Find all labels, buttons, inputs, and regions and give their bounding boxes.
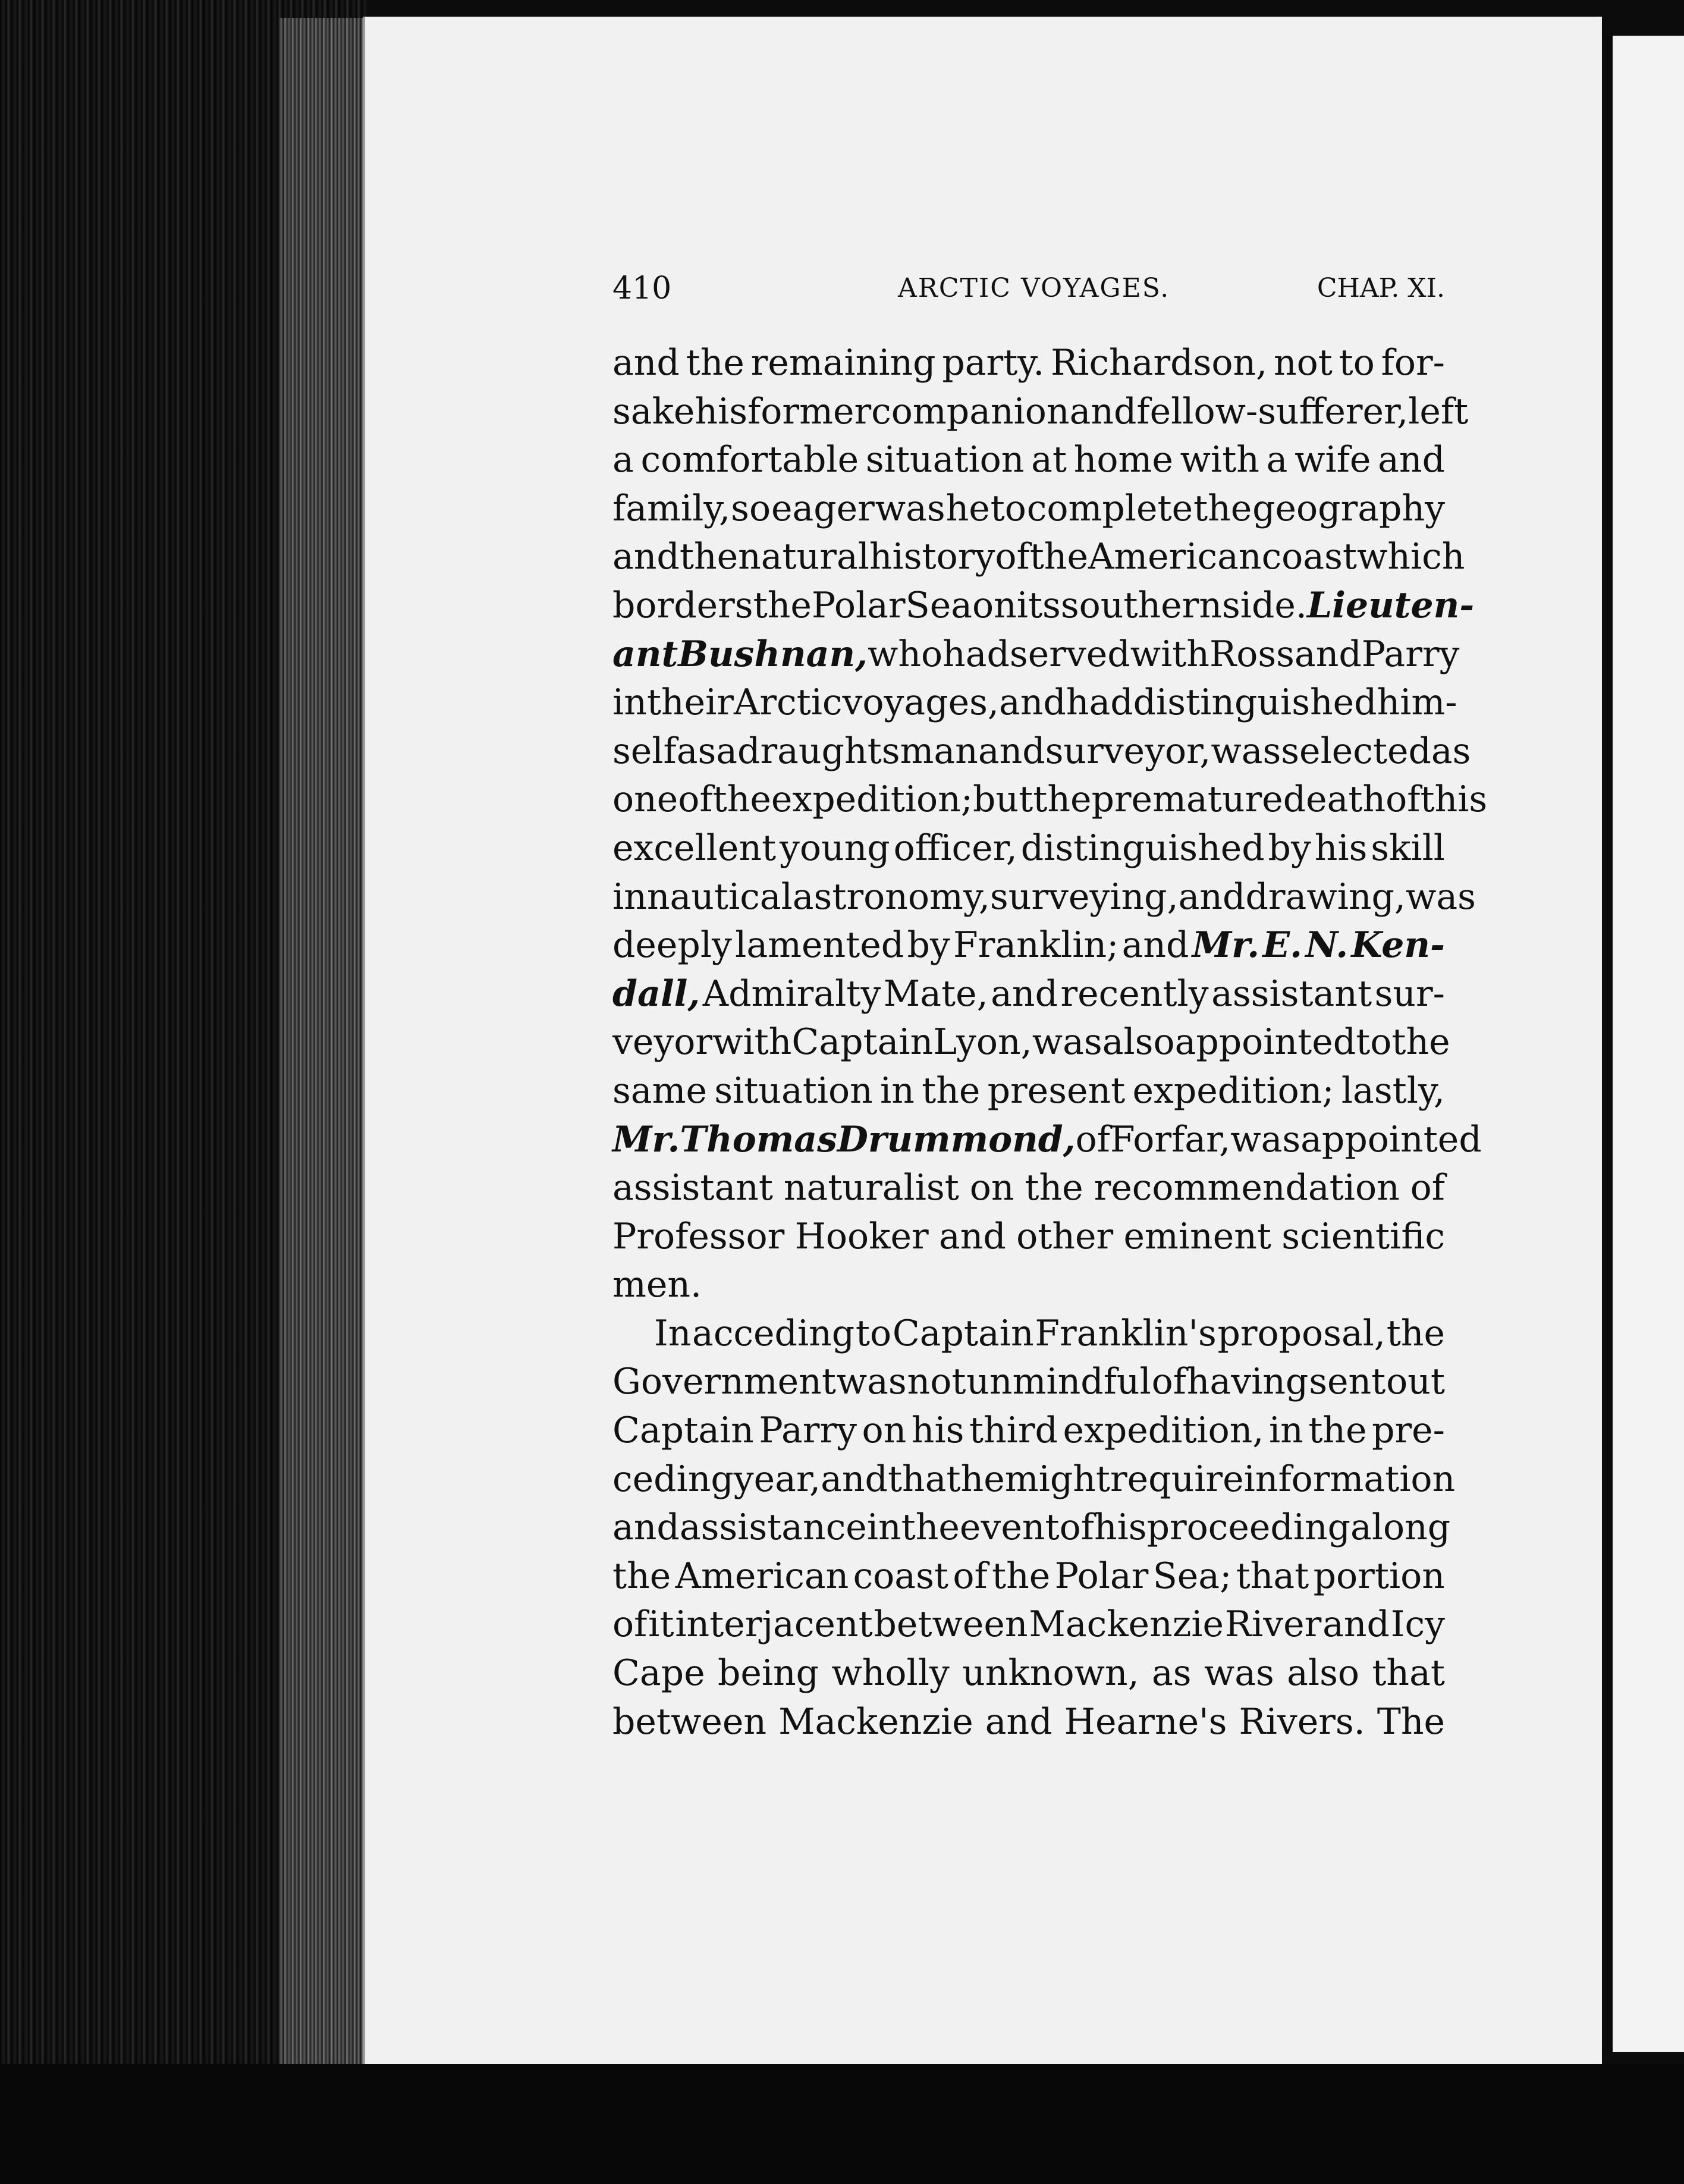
word: the xyxy=(1033,779,1092,821)
word: Ross xyxy=(1209,633,1295,675)
word: Captain xyxy=(791,1021,934,1063)
italic-word: ant xyxy=(612,633,678,675)
word: Cape xyxy=(612,1652,705,1695)
word: premature xyxy=(1091,779,1283,821)
word: expedition; xyxy=(771,779,973,821)
word: and xyxy=(1378,439,1445,481)
word: lastly, xyxy=(1341,1069,1445,1112)
chapter-label: CHAP. XI. xyxy=(1317,273,1445,303)
word: out xyxy=(1386,1361,1445,1403)
word: but xyxy=(973,779,1033,821)
page-number: 410 xyxy=(612,271,672,306)
word: also xyxy=(1287,1652,1359,1695)
word: party. xyxy=(942,342,1045,384)
word: in xyxy=(1268,1410,1303,1452)
word: and xyxy=(1294,633,1362,675)
word: of xyxy=(1059,1507,1094,1549)
word: death xyxy=(1283,779,1386,821)
word: and xyxy=(939,1215,1006,1257)
italic-word: Mr. xyxy=(1192,924,1260,967)
text-line xyxy=(612,970,1445,1019)
body-text xyxy=(612,339,1488,1746)
word: Government xyxy=(612,1361,836,1403)
italic-word: dall, xyxy=(612,972,700,1015)
word: Parry xyxy=(1361,633,1460,675)
word: skill xyxy=(1371,827,1445,869)
word: deeply xyxy=(612,924,732,967)
word: he xyxy=(945,487,990,529)
word: require xyxy=(1110,1458,1244,1500)
word: distinguished xyxy=(1133,682,1377,724)
italic-word: Bushnan, xyxy=(678,633,868,675)
text-line xyxy=(612,339,1445,388)
word: at xyxy=(1031,439,1067,481)
word: excellent xyxy=(612,827,777,869)
word: wholly xyxy=(831,1652,950,1695)
word: sur- xyxy=(1374,972,1445,1015)
word: that xyxy=(1236,1555,1309,1597)
word: left xyxy=(1408,390,1469,432)
word: American xyxy=(1088,536,1262,578)
word: Icy xyxy=(1390,1604,1445,1646)
italic-word: Mr. xyxy=(612,1118,680,1160)
text-line xyxy=(612,873,1476,922)
word: which xyxy=(1356,536,1465,578)
word: River xyxy=(1224,1604,1322,1646)
word: nautical xyxy=(646,876,793,918)
text-line xyxy=(612,630,1460,679)
word: history xyxy=(869,536,995,578)
word: natural xyxy=(738,536,869,578)
word: self xyxy=(612,730,677,772)
word: Franklin; xyxy=(953,924,1119,967)
word: with xyxy=(712,1021,792,1063)
italic-word: E. xyxy=(1262,924,1302,967)
word: pre- xyxy=(1372,1410,1445,1452)
word: the xyxy=(1025,1167,1083,1209)
word: to xyxy=(1339,342,1375,384)
word: between xyxy=(874,1604,1028,1646)
word: Sea; xyxy=(1152,1555,1232,1597)
word: Hooker xyxy=(794,1215,929,1257)
text-line xyxy=(612,582,1475,630)
word: the xyxy=(712,779,771,821)
word: a xyxy=(716,730,738,772)
word: along xyxy=(1350,1507,1451,1549)
word: borders xyxy=(612,584,753,626)
word: lamented xyxy=(735,924,904,967)
word: that xyxy=(1372,1652,1445,1695)
word: with xyxy=(1180,439,1259,481)
text-line xyxy=(612,1407,1445,1455)
word: and xyxy=(1322,1604,1390,1646)
word: in xyxy=(612,682,647,724)
word: of xyxy=(953,1555,988,1597)
word: who xyxy=(867,633,943,675)
word: and xyxy=(991,972,1058,1015)
word: proposal, xyxy=(1217,1312,1386,1354)
word: and xyxy=(978,730,1045,772)
word: appointed xyxy=(1300,1118,1482,1160)
word: was xyxy=(1211,730,1281,772)
word: as xyxy=(1151,1652,1192,1695)
word: Richardson, xyxy=(1051,342,1268,384)
italic-word: Lieuten- xyxy=(1306,584,1475,626)
word: acceding xyxy=(692,1312,855,1354)
scan-background xyxy=(0,2064,1684,2184)
word: Forfar, xyxy=(1110,1118,1231,1160)
text-line xyxy=(612,1213,1445,1262)
text-line xyxy=(612,1649,1445,1698)
word: and xyxy=(612,536,680,578)
italic-word: N. xyxy=(1305,924,1349,967)
word: the xyxy=(1391,1021,1450,1063)
word: of xyxy=(612,1604,648,1646)
word: might xyxy=(1004,1458,1110,1500)
word: one xyxy=(612,779,678,821)
word: as xyxy=(1431,730,1471,772)
word: southern xyxy=(1060,584,1222,626)
word: astronomy, xyxy=(792,876,990,918)
word: surveying, xyxy=(989,876,1179,918)
word: Lyon, xyxy=(933,1021,1032,1063)
word: Professor xyxy=(612,1215,785,1257)
word: officer, xyxy=(893,827,1017,869)
word: it xyxy=(648,1604,674,1646)
word: a xyxy=(612,439,634,481)
word: Admiralty xyxy=(702,972,881,1015)
word: recommendation xyxy=(1094,1167,1400,1209)
word: the xyxy=(686,342,744,384)
word: of xyxy=(1151,1361,1186,1403)
word: this xyxy=(1420,779,1488,821)
word: coast xyxy=(853,1555,948,1597)
word: its xyxy=(1016,584,1061,626)
text-line xyxy=(612,1067,1445,1116)
word: on xyxy=(972,584,1017,626)
word: as xyxy=(676,730,717,772)
text-line xyxy=(612,921,1445,970)
word: surveyor, xyxy=(1045,730,1211,772)
word: veyor xyxy=(612,1021,713,1063)
word: the xyxy=(992,1555,1051,1597)
word: geography xyxy=(1252,487,1445,529)
word: of xyxy=(1385,779,1421,821)
word: Franklin's xyxy=(1035,1312,1217,1354)
word: and xyxy=(612,1507,680,1549)
word: expedition, xyxy=(1063,1410,1264,1452)
word: Arctic xyxy=(733,682,843,724)
word: that xyxy=(887,1458,961,1500)
word: assistant xyxy=(612,1167,773,1209)
word: in xyxy=(612,876,647,918)
word: situation xyxy=(714,1069,873,1112)
facing-page-edge xyxy=(1606,36,1684,2052)
word: sent xyxy=(1309,1361,1386,1403)
word: was xyxy=(1406,876,1476,918)
text-line xyxy=(612,824,1445,873)
word: Polar xyxy=(811,584,906,626)
text-line xyxy=(612,1552,1445,1601)
word: Hearne's xyxy=(1064,1700,1227,1743)
word: complete xyxy=(1026,487,1193,529)
text-line xyxy=(612,1164,1445,1213)
word: Sea xyxy=(905,584,972,626)
word: family, xyxy=(612,487,731,529)
text-line xyxy=(612,727,1471,776)
word: he xyxy=(960,1458,1005,1500)
word: coast xyxy=(1261,536,1357,578)
word: and xyxy=(1178,876,1246,918)
word: Polar xyxy=(1054,1555,1149,1597)
word: was xyxy=(1204,1652,1274,1695)
word: their xyxy=(646,682,734,724)
word: remaining xyxy=(750,342,936,384)
word: by xyxy=(1268,827,1311,869)
italic-word: Ken- xyxy=(1351,924,1445,967)
word: draughtsman xyxy=(737,730,978,772)
word: the xyxy=(1308,1410,1367,1452)
word: to xyxy=(1356,1021,1392,1063)
word: the xyxy=(1193,487,1252,529)
word: and xyxy=(1069,390,1137,432)
text-line xyxy=(612,679,1457,727)
word: selected xyxy=(1281,730,1431,772)
word: expedition; xyxy=(1132,1069,1334,1112)
word: was xyxy=(836,1361,907,1403)
word: interjacent xyxy=(675,1604,873,1646)
word: information xyxy=(1243,1458,1456,1500)
word: Captain xyxy=(612,1410,754,1452)
word: assistance xyxy=(679,1507,867,1549)
word: other xyxy=(1016,1215,1114,1257)
text-line xyxy=(612,1455,1456,1504)
word: having xyxy=(1186,1361,1309,1403)
word: Captain xyxy=(892,1312,1034,1354)
text-line xyxy=(612,533,1465,582)
word: and xyxy=(821,1458,888,1500)
word: the xyxy=(1029,536,1088,578)
text-line xyxy=(612,1601,1445,1649)
word: recently xyxy=(1060,972,1209,1015)
word: voyages, xyxy=(842,682,999,724)
word: not xyxy=(1273,342,1333,384)
word: young xyxy=(780,827,890,869)
word: distinguished xyxy=(1020,827,1265,869)
word: unknown, xyxy=(962,1652,1139,1695)
word: his xyxy=(1314,827,1368,869)
word: American xyxy=(675,1555,849,1597)
word: the xyxy=(1386,1312,1445,1354)
word: between xyxy=(612,1700,767,1743)
word: home xyxy=(1073,439,1173,481)
word: being xyxy=(717,1652,819,1695)
text-line xyxy=(612,485,1445,534)
word: Parry xyxy=(759,1410,857,1452)
running-title: ARCTIC VOYAGES. xyxy=(898,273,1170,303)
word: had xyxy=(942,633,1010,675)
text-line xyxy=(612,1018,1450,1067)
word: third xyxy=(969,1410,1058,1452)
text-line xyxy=(612,1504,1451,1552)
word: the xyxy=(679,536,739,578)
word: for- xyxy=(1381,342,1445,384)
word: drawing, xyxy=(1245,876,1406,918)
word: him- xyxy=(1377,682,1457,724)
word: and xyxy=(612,342,680,384)
word: portion xyxy=(1313,1555,1445,1597)
word: and xyxy=(985,1700,1052,1743)
word: appointed xyxy=(1174,1021,1356,1063)
word: served xyxy=(1009,633,1130,675)
word: year, xyxy=(733,1458,821,1500)
page-edges xyxy=(279,18,369,2064)
word: men. xyxy=(612,1264,702,1306)
word: his xyxy=(911,1410,964,1452)
word: present xyxy=(987,1069,1126,1112)
word: was xyxy=(1032,1021,1102,1063)
word: also xyxy=(1102,1021,1175,1063)
word: former xyxy=(747,390,872,432)
word: situation xyxy=(865,439,1025,481)
word: same xyxy=(612,1069,707,1112)
word: and xyxy=(998,682,1066,724)
text-line xyxy=(612,1261,1445,1310)
word: of xyxy=(995,536,1030,578)
word: of xyxy=(1410,1167,1445,1209)
text-line xyxy=(612,388,1469,437)
word: and xyxy=(1121,924,1189,967)
word: eager xyxy=(771,487,875,529)
word: to xyxy=(855,1312,892,1354)
word: comfortable xyxy=(640,439,859,481)
word: side. xyxy=(1222,584,1307,626)
word: of xyxy=(1075,1118,1110,1160)
word: his xyxy=(695,390,748,432)
word: sake xyxy=(612,390,695,432)
word: unmindful xyxy=(966,1361,1151,1403)
text-line xyxy=(612,776,1488,824)
word: was xyxy=(1230,1118,1301,1160)
word: the xyxy=(922,1069,981,1112)
word: had xyxy=(1066,682,1133,724)
text-line xyxy=(612,1358,1445,1407)
word: ceding xyxy=(612,1458,734,1500)
word: proceeding xyxy=(1146,1507,1351,1549)
word: in xyxy=(880,1069,915,1112)
word: wife xyxy=(1295,439,1371,481)
word: event xyxy=(959,1507,1060,1549)
word: The xyxy=(1377,1700,1445,1743)
word: in xyxy=(866,1507,901,1549)
word: the xyxy=(753,584,812,626)
text-line xyxy=(612,1310,1445,1358)
word: not xyxy=(907,1361,966,1403)
running-header xyxy=(612,271,1445,318)
word: on xyxy=(969,1167,1014,1209)
word: naturalist xyxy=(783,1167,959,1209)
text-line xyxy=(612,1698,1445,1747)
word: by xyxy=(907,924,950,967)
word: In xyxy=(654,1312,692,1354)
word: a xyxy=(1266,439,1288,481)
word: Mate, xyxy=(883,972,988,1015)
word: so xyxy=(731,487,771,529)
word: with xyxy=(1130,633,1210,675)
word: assistant xyxy=(1211,972,1372,1015)
italic-word: Thomas xyxy=(680,1118,837,1160)
word: scientific xyxy=(1281,1215,1445,1257)
word: fellow-sufferer, xyxy=(1136,390,1409,432)
italic-word: Drummond, xyxy=(837,1118,1076,1160)
word: eminent xyxy=(1123,1215,1271,1257)
word: Rivers. xyxy=(1239,1700,1365,1743)
word: on xyxy=(862,1410,907,1452)
word: his xyxy=(1094,1507,1147,1549)
word: the xyxy=(901,1507,960,1549)
word: the xyxy=(612,1555,671,1597)
word: companion xyxy=(871,390,1070,432)
word: of xyxy=(678,779,713,821)
word: Mackenzie xyxy=(1029,1604,1224,1646)
text-line xyxy=(612,1116,1482,1165)
word: to xyxy=(990,487,1026,529)
text-line xyxy=(612,436,1445,485)
word: was xyxy=(875,487,945,529)
word: Mackenzie xyxy=(778,1700,973,1743)
